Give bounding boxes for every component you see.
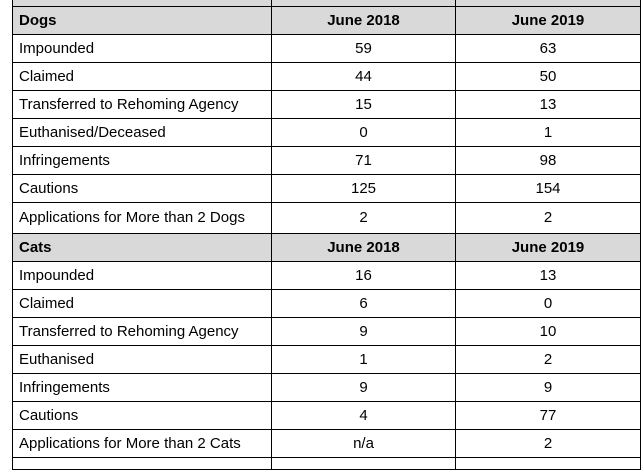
cell-june-2018: 4: [272, 401, 456, 429]
cell-june-2019: 98: [456, 146, 641, 174]
row-label: Euthanised/Deceased: [13, 118, 272, 146]
row-label: Impounded: [13, 34, 272, 62]
table-row: [13, 429, 641, 457]
cell-june-2019: 77: [456, 401, 641, 429]
cell-june-2018: 16: [272, 261, 456, 289]
cell-june-2018: 1: [272, 345, 456, 373]
row-label: Cautions: [13, 174, 272, 202]
table-row: [13, 261, 641, 289]
table-row: [13, 90, 641, 118]
cell-june-2018: 44: [272, 62, 456, 90]
table-row: [13, 202, 641, 233]
table-row: [13, 317, 641, 345]
row-label: Applications for More than 2 Cats: [13, 429, 272, 457]
row-label: Claimed: [13, 289, 272, 317]
cats-col-june-2019: June 2019: [456, 233, 641, 261]
table-row: [13, 373, 641, 401]
animal-statistics-table: [12, 0, 641, 470]
table-bottom-edge: [13, 457, 641, 469]
cell-june-2018: 0: [272, 118, 456, 146]
cell-june-2018: 125: [272, 174, 456, 202]
cell-june-2018: 71: [272, 146, 456, 174]
cell-june-2019: 63: [456, 34, 641, 62]
cell-june-2018: 59: [272, 34, 456, 62]
table-row: [13, 146, 641, 174]
cell-june-2019: 13: [456, 261, 641, 289]
cell-june-2018: 15: [272, 90, 456, 118]
cats-col-june-2018: June 2018: [272, 233, 456, 261]
dogs-header-row: [13, 6, 641, 34]
row-label: Cautions: [13, 401, 272, 429]
table-row: [13, 34, 641, 62]
cell-june-2019: 50: [456, 62, 641, 90]
dogs-section-title: Dogs: [13, 6, 272, 34]
cell-june-2019: 13: [456, 90, 641, 118]
cats-section-title: Cats: [13, 233, 272, 261]
cell-june-2018: 9: [272, 317, 456, 345]
row-label: Impounded: [13, 261, 272, 289]
row-label: Claimed: [13, 62, 272, 90]
cell-june-2019: 2: [456, 345, 641, 373]
cell-june-2018: n/a: [272, 429, 456, 457]
cell-june-2019: 2: [456, 429, 641, 457]
row-label: Applications for More than 2 Dogs: [13, 202, 272, 233]
row-label: Transferred to Rehoming Agency: [13, 317, 272, 345]
table-row: [13, 62, 641, 90]
table-row: [13, 401, 641, 429]
table-row: [13, 118, 641, 146]
cell-june-2019: 2: [456, 202, 641, 233]
row-label: Infringements: [13, 146, 272, 174]
row-label: Infringements: [13, 373, 272, 401]
dogs-col-june-2018: June 2018: [272, 6, 456, 34]
cell-june-2019: 1: [456, 118, 641, 146]
table-row: [13, 289, 641, 317]
cell-june-2018: 6: [272, 289, 456, 317]
dogs-col-june-2019: June 2019: [456, 6, 641, 34]
cell-june-2018: 9: [272, 373, 456, 401]
cell-june-2019: 10: [456, 317, 641, 345]
cell-june-2019: 9: [456, 373, 641, 401]
row-label: Transferred to Rehoming Agency: [13, 90, 272, 118]
row-label: Euthanised: [13, 345, 272, 373]
table-row: [13, 345, 641, 373]
cell-june-2019: 154: [456, 174, 641, 202]
cell-june-2019: 0: [456, 289, 641, 317]
cats-header-row: [13, 233, 641, 261]
cell-june-2018: 2: [272, 202, 456, 233]
table-row: [13, 174, 641, 202]
